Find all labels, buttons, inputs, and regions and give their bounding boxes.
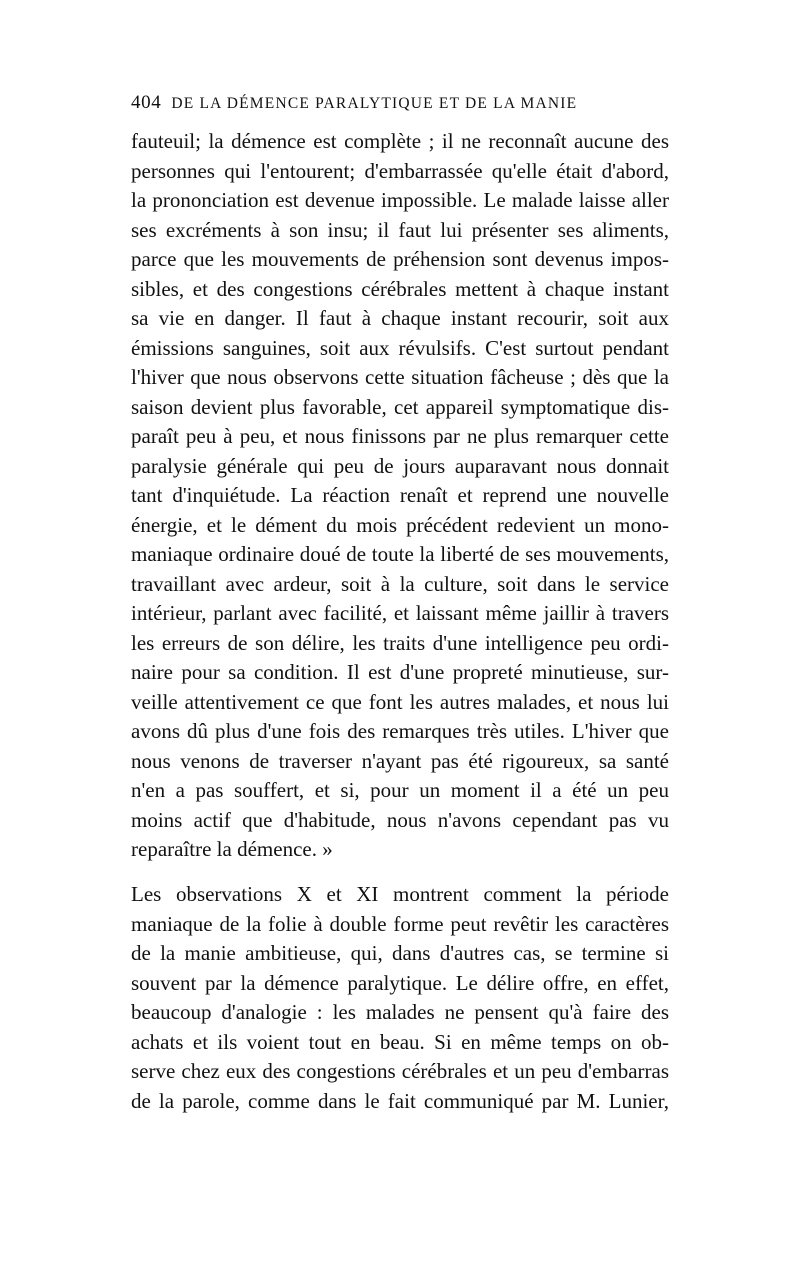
text-line: personnes qui l'entourent; d'embarrassée qu'elle était d'abord, (131, 158, 669, 183)
text-line: nous venons de traverser n'ayant pas été rigoureux, sa santé (131, 748, 669, 773)
text-line: intérieur, parlant avec facilité, et laissant même jaillir à travers (131, 601, 669, 625)
text-line: serve chez eux des congestions cérébrales et un peu d'embarras (131, 1059, 669, 1083)
text-line: parce que les mouvements de préhension sont devenus impos- (131, 247, 669, 271)
text-line: souvent par la démence paralytique. Le délire offre, en effet, (131, 970, 669, 995)
text-line: naire pour sa condition. Il est d'une propreté minutieuse, sur- (131, 660, 669, 684)
text-line: émissions sanguines, soit aux révulsifs. C'est surtout pendant (131, 335, 669, 360)
text-line: maniaque de la folie à double forme peut revêtir les caractères (131, 911, 669, 936)
text-line: beaucoup d'analogie : les malades ne pensent qu'à faire des (131, 1000, 669, 1024)
text-line: ses excréments à son insu; il faut lui présenter ses aliments, (131, 217, 669, 242)
text-line: les erreurs de son délire, les traits d'une intelligence peu ordi- (131, 630, 669, 655)
text-line: tant d'inquiétude. La réaction renaît et reprend une nouvelle (131, 483, 669, 507)
text-line: paralysie générale qui peu de jours auparavant nous donnait (131, 453, 669, 478)
text-line: veille attentivement ce que font les autres malades, et nous lui (131, 689, 669, 714)
text-line: Les observations X et XI montrent comment la période (131, 882, 669, 906)
text-line: maniaque ordinaire doué de toute la liberté de ses mouvements, (131, 542, 669, 566)
text-line: l'hiver que nous observons cette situation fâcheuse ; dès que la (131, 365, 669, 389)
text-line: achats et ils voient tout en beau. Si en même temps on ob- (131, 1029, 669, 1054)
text-line: reparaître la démence. » (131, 837, 333, 861)
text-line: avons dû plus d'une fois des remarques très utiles. L'hiver que (131, 719, 669, 743)
text-line: moins actif que d'habitude, nous n'avons cependant pas vu (131, 807, 669, 832)
text-line: travaillant avec ardeur, soit à la culture, soit dans le service (131, 571, 669, 596)
text-line: fauteuil; la démence est complète ; il ne reconnaît aucune des (131, 129, 669, 153)
text-line: sibles, et des congestions cérébrales mettent à chaque instant (131, 276, 669, 301)
text-line: de la manie ambitieuse, qui, dans d'autres cas, se termine si (131, 941, 669, 965)
text-line: saison devient plus favorable, cet appareil symptomatique dis- (131, 394, 669, 419)
text-line: la prononciation est devenue impossible. Le malade laisse aller (131, 188, 669, 212)
running-title: DE LA DÉMENCE PARALYTIQUE ET DE LA MANIE (171, 95, 578, 112)
text-line: de la parole, comme dans le fait communiqué par M. Lunier, (131, 1088, 669, 1113)
text-line: sa vie en danger. Il faut à chaque instant recourir, soit aux (131, 306, 669, 330)
running-head (131, 92, 671, 118)
text-line: paraît peu à peu, et nous finissons par ne plus remarquer cette (131, 424, 669, 448)
page-number: 404 (131, 92, 162, 113)
text-line: énergie, et le dément du mois précédent redevient un mono- (131, 512, 669, 537)
text-line: n'en a pas souffert, et si, pour un moment il a été un peu (131, 778, 669, 802)
